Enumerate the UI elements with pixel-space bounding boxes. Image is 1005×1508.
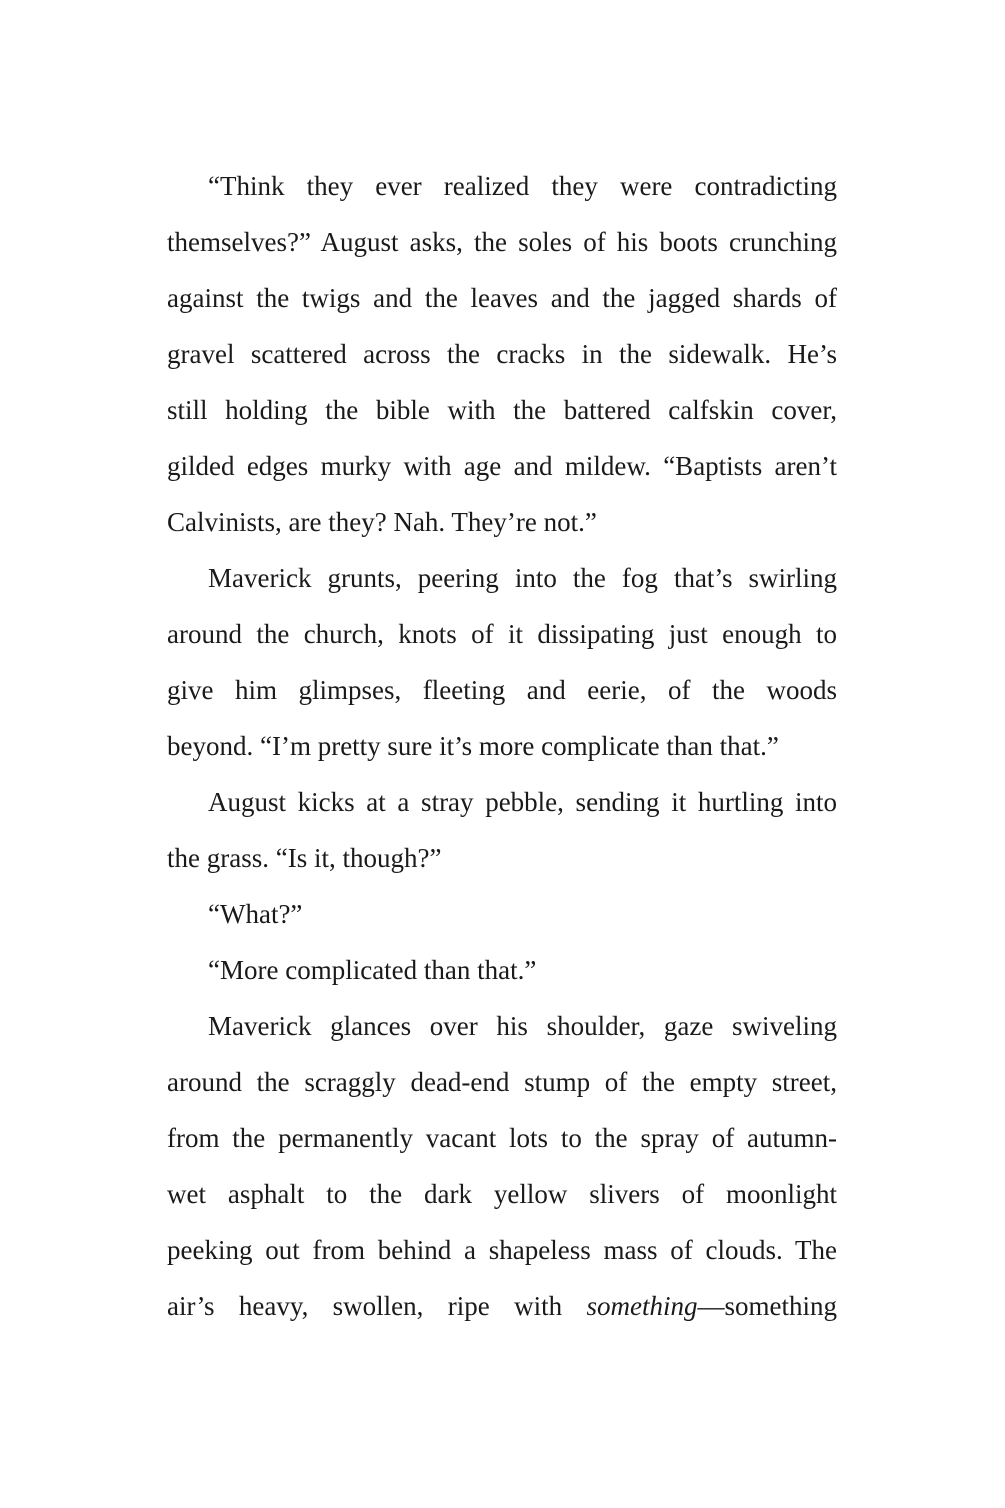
text-line: around the church, knots of it dissipating just enough to: [167, 619, 837, 649]
text-line: gilded edges murky with age and mildew. “Baptists aren’t: [167, 451, 837, 481]
text-line: wet asphalt to the dark yellow slivers of moonlight: [167, 1179, 837, 1209]
text-line: Calvinists, are they? Nah. They’re not.”: [167, 507, 597, 537]
text-line: against the twigs and the leaves and the jagged shards of: [167, 283, 837, 313]
text-line: from the permanently vacant lots to the spray of autumn-: [167, 1123, 837, 1153]
page-body: [167, 166, 837, 1342]
text-segment: air’s heavy, swollen, ripe with: [167, 1291, 587, 1321]
text-line-last: [167, 1286, 837, 1342]
text-line: gravel scattered across the cracks in the sidewalk. He’s: [167, 339, 837, 369]
text-line: Maverick glances over his shoulder, gaze swiveling: [208, 1011, 837, 1041]
italic-emphasis: something: [586, 1291, 698, 1321]
text-line: “Think they ever realized they were contradicting: [208, 171, 837, 201]
text-line: themselves?” August asks, the soles of his boots crunching: [167, 227, 837, 257]
text-line: the grass. “Is it, though?”: [167, 843, 442, 873]
text-segment: —something: [697, 1291, 837, 1321]
text-line: still holding the bible with the battered calfskin cover,: [167, 395, 837, 425]
text-line: around the scraggly dead-end stump of the empty street,: [167, 1067, 837, 1097]
text-line: “More complicated than that.”: [208, 955, 537, 985]
text-line: peeking out from behind a shapeless mass of clouds. The: [167, 1235, 837, 1265]
text-line: beyond. “I’m pretty sure it’s more complicate than that.”: [167, 731, 779, 761]
text-line: August kicks at a stray pebble, sending it hurtling into: [208, 787, 837, 817]
text-line: give him glimpses, fleeting and eerie, of the woods: [167, 675, 837, 705]
text-line: “What?”: [208, 899, 303, 929]
text-line: Maverick grunts, peering into the fog that’s swirling: [208, 563, 837, 593]
